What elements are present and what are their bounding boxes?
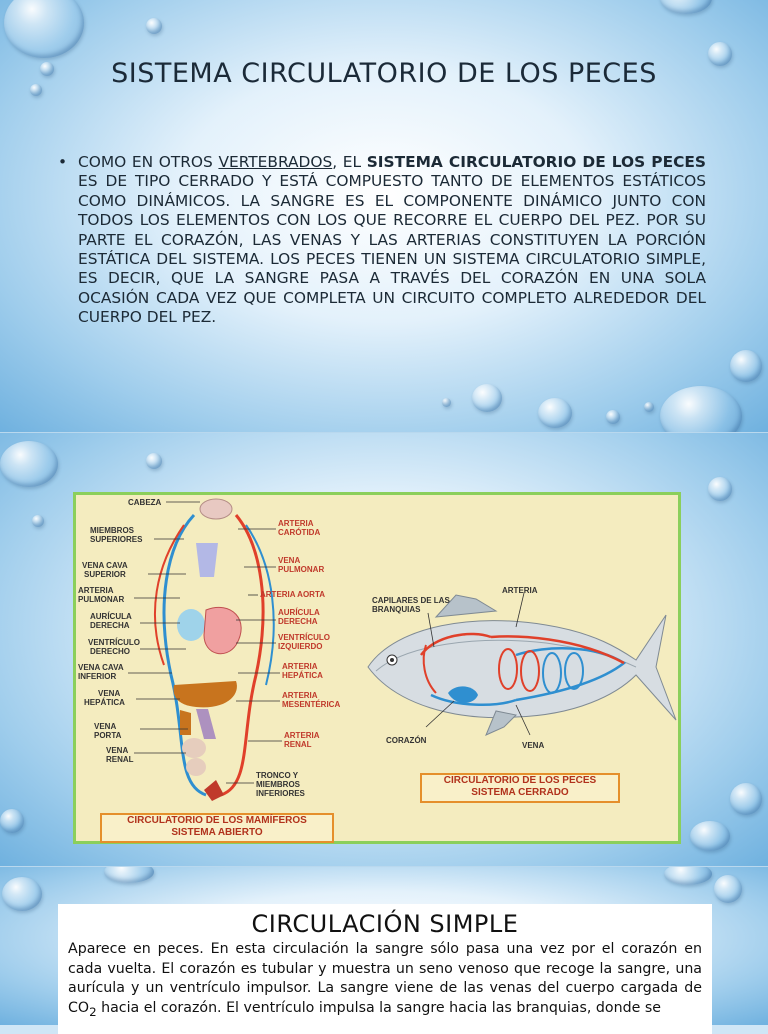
paragraph-text: ES DE TIPO CERRADO Y ESTÁ COMPUESTO TANTO DE ELEMENTOS ESTÁTICOS COMO DINÁMICOS. LA SANGRE ES EL COMPONENTE DINÁMICO JUNTO CON TODOS LOS ELEMENTOS CON LOS QUE RECORRE EL CUERPO DEL PEZ. POR SU PARTE EL CORAZÓN, LAS VENAS Y LAS ARTERIAS CONSTITUYEN LA PORCIÓN ESTÁTICA DEL SISTEMA. LOS PECES TIENEN UN SISTEMA CIRCULATORIO SIMPLE, ES DECIR, QUE LA SANGRE PASA A TRAVÉS DEL CORAZÓN EN UNA SOLA OCASIÓN CADA VEZ QUE COMPLETA UN CIRCUITO COMPLETO ALREDEDOR DEL CUERPO DEL PEZ. <box>78 172 706 327</box>
bubble-decoration <box>32 515 44 527</box>
label-capilares: CAPILARES DE LAS <box>372 596 450 605</box>
label-hepatica: HEPÁTICA <box>84 698 125 707</box>
bubble-decoration <box>0 441 58 487</box>
label-arteria-fish: ARTERIA <box>502 586 538 595</box>
bubble-decoration <box>146 453 162 469</box>
label-vena-hep: VENA <box>98 689 121 698</box>
card-body-text: hacia el corazón. El ventrículo impulsa la sangre hacia las branquias, donde se <box>96 999 661 1016</box>
bubble-decoration <box>538 398 572 428</box>
bubble-decoration <box>660 386 742 432</box>
slide-1 <box>0 0 768 432</box>
bullet-paragraph <box>60 153 706 328</box>
label-hepatica-r: HEPÁTICA <box>282 671 323 680</box>
card-body-text: Aparece en peces. En esta circulación la sangre sólo pasa una vez por el corazón en cada vuelta. El corazón es tubular y muestra un seno venoso que recoge la sangre, una aurícula y un ventrículo impulsor. La sangre viene de las venas del cuerpo cargada de CO <box>68 941 702 1016</box>
bubble-decoration <box>146 18 162 34</box>
label-vena-cava-sup: VENA CAVA <box>82 561 128 570</box>
label-inferior: INFERIOR <box>78 672 117 681</box>
label-auricula-r: AURÍCULA <box>278 608 320 617</box>
label-porta: PORTA <box>94 731 122 740</box>
label-renal: RENAL <box>106 755 134 764</box>
label-arteria-hep: ARTERIA <box>282 662 318 671</box>
label-ventriculo: VENTRÍCULO <box>88 638 140 647</box>
fish-illustration <box>368 595 676 735</box>
label-derecha: DERECHA <box>90 621 130 630</box>
circulation-diagram <box>73 492 681 844</box>
label-pulmonar: PULMONAR <box>78 595 125 604</box>
vertebrados-link[interactable]: VERTEBRADOS <box>218 153 333 171</box>
bubble-decoration <box>660 0 712 14</box>
label-arteria-pulm: ARTERIA <box>78 586 114 595</box>
label-vena-pulm: VENA <box>278 556 301 565</box>
label-derecha-r: DERECHA <box>278 617 318 626</box>
mammal-circulation-illustration <box>155 499 274 801</box>
label-auricula: AURÍCULA <box>90 612 132 621</box>
label-miembros-inf: MIEMBROS <box>256 780 300 789</box>
bubble-decoration <box>730 783 762 815</box>
label-miembros: MIEMBROS <box>90 526 134 535</box>
label-arteria-mes: ARTERIA <box>282 691 318 700</box>
label-aorta: ARTERIA AORTA <box>260 590 326 599</box>
bubble-decoration <box>690 821 730 851</box>
label-izquierdo: IZQUIERDO <box>278 642 323 651</box>
label-arteria-car: ARTERIA <box>278 519 314 528</box>
slide-title: SISTEMA CIRCULATORIO DE LOS PECES <box>111 58 657 89</box>
bubble-decoration <box>472 384 502 412</box>
label-carotida: CARÓTIDA <box>278 528 321 537</box>
bubble-decoration <box>4 0 84 58</box>
label-cabeza: CABEZA <box>128 498 162 507</box>
mammal-caption-line: CIRCULATORIO DE LOS MAMÍFEROS <box>127 815 307 826</box>
label-pulmonar-r: PULMONAR <box>278 565 325 574</box>
mammal-caption <box>100 813 334 843</box>
label-vena-porta: VENA <box>94 722 117 731</box>
card-body <box>68 940 702 1022</box>
label-arteria-ren: ARTERIA <box>284 731 320 740</box>
paragraph-text: COMO EN OTROS <box>78 153 219 171</box>
card-title: CIRCULACIÓN SIMPLE <box>251 910 519 938</box>
fish-caption <box>420 773 620 803</box>
label-superiores: SUPERIORES <box>90 535 143 544</box>
label-inferiores: INFERIORES <box>256 789 305 798</box>
label-renal-r: RENAL <box>284 740 312 749</box>
fish-caption-line: CIRCULATORIO DE LOS PECES <box>443 775 597 786</box>
label-vena-fish: VENA <box>522 741 545 750</box>
bubble-decoration <box>708 477 732 501</box>
fish-caption-line: SISTEMA CERRADO <box>471 787 569 798</box>
label-ventriculo-izq: VENTRÍCULO <box>278 633 330 642</box>
card-body-subscript: 2 <box>89 1004 97 1019</box>
bubble-decoration <box>730 350 762 382</box>
label-vena-renal: VENA <box>106 746 129 755</box>
bubble-decoration <box>2 877 42 911</box>
label-superior: SUPERIOR <box>84 570 126 579</box>
paragraph-text: , EL <box>332 153 367 171</box>
bubble-decoration <box>104 866 154 883</box>
paragraph-bold: SISTEMA CIRCULATORIO DE LOS PECES <box>366 153 706 171</box>
label-corazon: CORAZÓN <box>386 736 427 745</box>
bubble-decoration <box>664 866 712 885</box>
bubble-decoration <box>644 402 654 412</box>
label-tronco: TRONCO Y <box>256 771 299 780</box>
bubble-decoration <box>606 410 620 424</box>
label-derecho: DERECHO <box>90 647 131 656</box>
bullet-dot: • <box>58 153 68 171</box>
label-mesenterica: MESENTÉRICA <box>282 700 341 709</box>
label-vena-cava-inf: VENA CAVA <box>78 663 124 672</box>
bubble-decoration <box>0 809 24 833</box>
bubble-decoration <box>714 875 742 903</box>
bubble-decoration <box>442 398 451 407</box>
label-branquias: BRANQUIAS <box>372 605 421 614</box>
circulacion-simple-card <box>58 904 712 1034</box>
mammal-caption-line: SISTEMA ABIERTO <box>171 827 263 838</box>
